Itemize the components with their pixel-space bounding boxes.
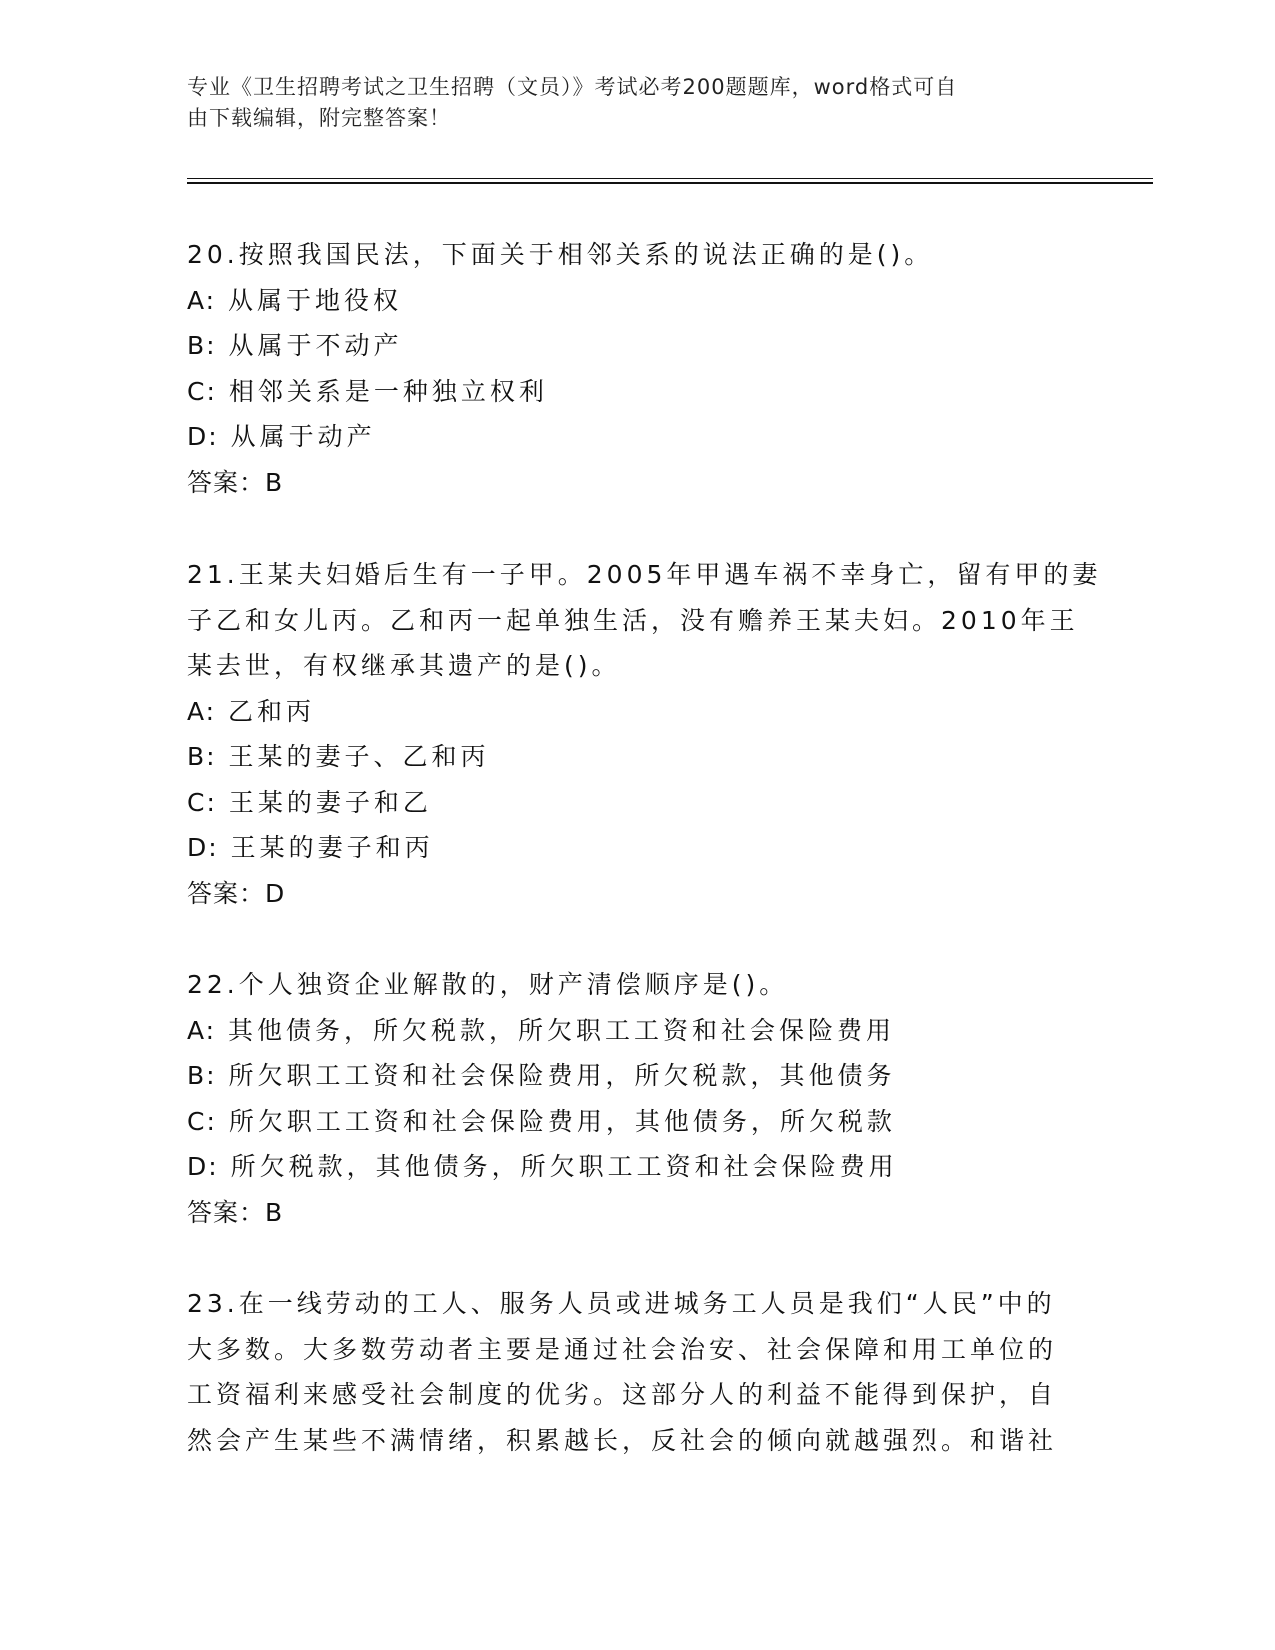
option-text: 从属于动产 — [230, 422, 376, 451]
option-text: 乙和丙 — [228, 696, 316, 726]
option-letter: D: — [187, 1152, 219, 1181]
stem-line: 然会产生某些不满情绪，积累越长，反社会的倾向就越强烈。和谐社 — [187, 1425, 1058, 1455]
option-letter: B: — [187, 742, 217, 771]
question-stem — [187, 962, 1087, 1008]
option-letter: A: — [187, 285, 217, 315]
question-stem — [187, 232, 1087, 278]
header-line-1: 专业《卫生招聘考试之卫生招聘（文员）》考试必考200题题库，word格式可自 — [187, 75, 958, 99]
option-text: 其他债务，所欠税款，所欠职工工资和社会保险费用 — [228, 1015, 896, 1045]
option-letter: D: — [187, 833, 219, 862]
option-b — [187, 734, 1087, 780]
option-letter: C: — [187, 376, 217, 406]
option-text: 从属于地役权 — [228, 285, 403, 315]
option-c — [187, 780, 1087, 826]
option-text: 王某的妻子和乙 — [228, 787, 432, 817]
stem-line: 某去世，有权继承其遗产的是()。 — [187, 651, 621, 680]
option-letter: C: — [187, 787, 217, 817]
option-d — [187, 414, 1087, 460]
option-b — [187, 1053, 1087, 1099]
header-line-2: 由下载编辑，附完整答案！ — [187, 106, 451, 130]
stem-line: 21.王某夫妇婚后生有一子甲。2005年甲遇车祸不幸身亡，留有甲的妻 — [187, 560, 1102, 589]
option-letter: C: — [187, 1106, 217, 1136]
option-letter: A: — [187, 1015, 217, 1045]
document-header — [187, 72, 1067, 134]
option-c — [187, 369, 1087, 415]
option-a — [187, 278, 1087, 324]
option-text: 王某的妻子和丙 — [230, 833, 434, 862]
header-divider-thick — [187, 182, 1153, 184]
option-c — [187, 1099, 1087, 1145]
option-text: 所欠职工工资和社会保险费用，其他债务，所欠税款 — [228, 1106, 896, 1136]
option-a — [187, 1008, 1087, 1054]
stem-line: 工资福利来感受社会制度的优劣。这部分人的利益不能得到保护，自 — [187, 1380, 1058, 1409]
option-letter: B: — [187, 1061, 217, 1090]
option-a — [187, 689, 1087, 735]
stem-line: 20.按照我国民法，下面关于相邻关系的说法正确的是()。 — [187, 240, 934, 269]
option-letter: B: — [187, 331, 217, 360]
question-20 — [187, 232, 1087, 505]
question-stem — [187, 552, 1102, 689]
answer-line: 答案：B — [187, 1197, 284, 1227]
option-b — [187, 323, 1087, 369]
header-divider-thin — [187, 178, 1153, 179]
question-stem — [187, 1281, 1087, 1463]
stem-line: 子乙和女儿丙。乙和丙一起单独生活，没有赡养王某夫妇。2010年王 — [187, 605, 1079, 635]
option-letter: A: — [187, 696, 217, 726]
answer-line: 答案：D — [187, 878, 286, 908]
stem-line: 大多数。大多数劳动者主要是通过社会治安、社会保障和用工单位的 — [187, 1334, 1058, 1364]
question-23 — [187, 1281, 1087, 1463]
option-d — [187, 1144, 1087, 1190]
option-text: 相邻关系是一种独立权利 — [228, 376, 548, 406]
option-text: 从属于不动产 — [228, 331, 403, 360]
option-text: 王某的妻子、乙和丙 — [228, 742, 490, 771]
option-letter: D: — [187, 422, 219, 451]
question-21 — [187, 552, 1102, 916]
stem-line: 22.个人独资企业解散的，财产清偿顺序是()。 — [187, 970, 789, 999]
option-d — [187, 825, 1087, 871]
question-22 — [187, 962, 1087, 1235]
stem-line: 23.在一线劳动的工人、服务人员或进城务工人员是我们“人民”中的 — [187, 1289, 1056, 1318]
option-text: 所欠税款，其他债务，所欠职工工资和社会保险费用 — [230, 1152, 898, 1181]
answer-line: 答案：B — [187, 467, 284, 497]
option-text: 所欠职工工资和社会保险费用，所欠税款，其他债务 — [228, 1061, 896, 1090]
